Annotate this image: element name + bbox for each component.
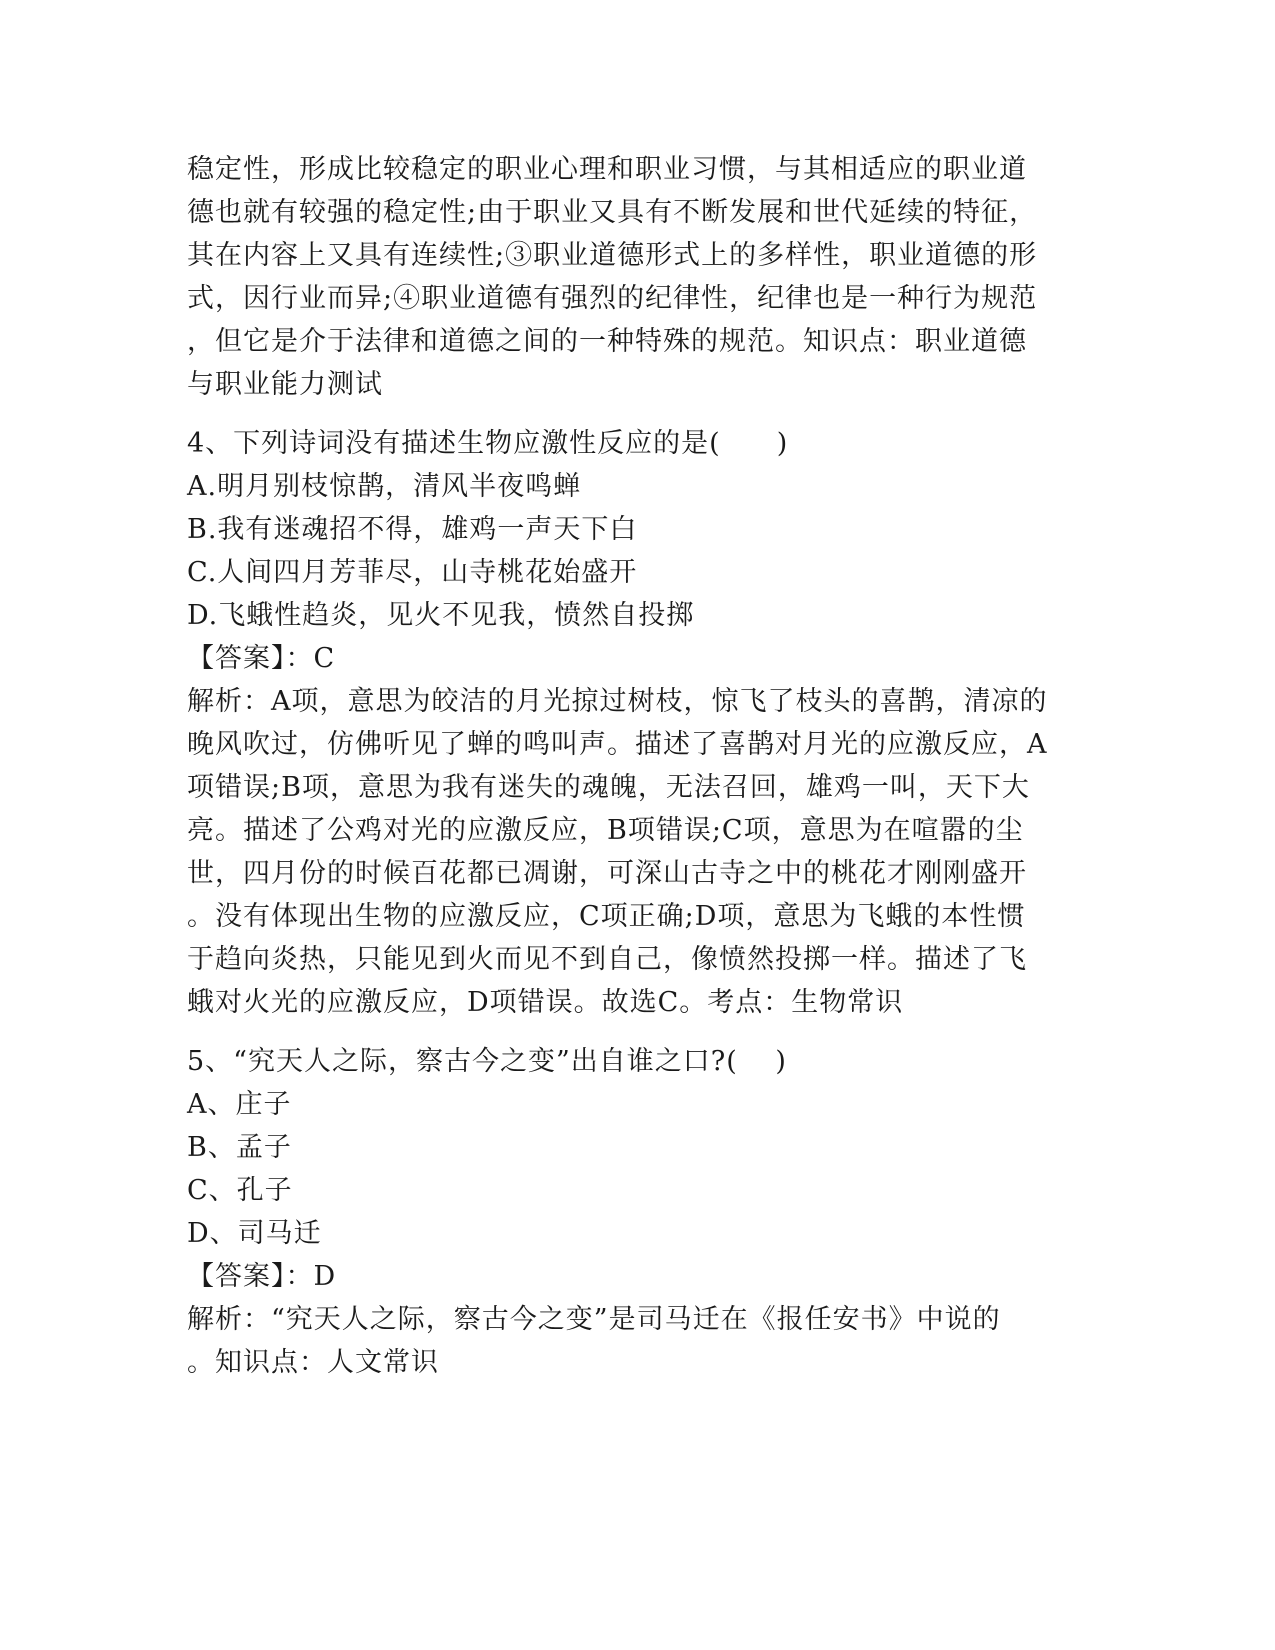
analysis-line: 解析：A项，意思为皎洁的月光掠过树枝，惊飞了枝头的喜鹊，清凉的 bbox=[187, 686, 1048, 717]
text-line: 其在内容上又具有连续性;③职业道德形式上的多样性，职业道德的形 bbox=[187, 240, 1038, 271]
option-d: D.飞蛾性趋炎，见火不见我，愤然自投掷 bbox=[187, 600, 695, 631]
option-b: B.我有迷魂招不得，雄鸡一声天下白 bbox=[187, 514, 638, 545]
question-stem: 4、下列诗词没有描述生物应激性反应的是( ) bbox=[187, 428, 789, 459]
continued-analysis bbox=[187, 148, 1087, 406]
analysis-line: 于趋向炎热，只能见到火而见不到自己，像愤然投掷一样。描述了飞 bbox=[187, 944, 1027, 975]
question-4 bbox=[187, 422, 1087, 1024]
text-line: 式，因行业而异;④职业道德有强烈的纪律性，纪律也是一种行为规范 bbox=[187, 283, 1038, 314]
question-stem: 5、“究天人之际，察古今之变”出自谁之口?( ) bbox=[187, 1046, 787, 1077]
answer-label: 【答案】：D bbox=[187, 1261, 337, 1292]
analysis-line: 。知识点：人文常识 bbox=[187, 1347, 439, 1378]
text-line: 德也就有较强的稳定性;由于职业又具有不断发展和世代延续的特征， bbox=[187, 197, 1038, 228]
document-page bbox=[187, 148, 1087, 1384]
text-line: 与职业能力测试 bbox=[187, 369, 383, 400]
analysis-line: 。没有体现出生物的应激反应，C项正确;D项，意思为飞蛾的本性惯 bbox=[187, 901, 1026, 932]
option-a: A、庄子 bbox=[187, 1089, 292, 1120]
option-d: D、司马迁 bbox=[187, 1218, 322, 1249]
option-a: A.明月别枝惊鹊，清风半夜鸣蝉 bbox=[187, 471, 582, 502]
option-b: B、孟子 bbox=[187, 1132, 292, 1163]
analysis-line: 项错误;B项，意思为我有迷失的魂魄，无法召回，雄鸡一叫，天下大 bbox=[187, 772, 1030, 803]
option-c: C.人间四月芳菲尽，山寺桃花始盛开 bbox=[187, 557, 638, 588]
analysis-line: 蛾对火光的应激反应，D项错误。故选C。考点：生物常识 bbox=[187, 987, 904, 1018]
text-line: ，但它是介于法律和道德之间的一种特殊的规范。知识点：职业道德 bbox=[187, 326, 1027, 357]
analysis-line: 解析：“究天人之际，察古今之变”是司马迁在《报任安书》中说的 bbox=[187, 1304, 1001, 1335]
option-c: C、孔子 bbox=[187, 1175, 293, 1206]
text-line: 稳定性，形成比较稳定的职业心理和职业习惯，与其相适应的职业道 bbox=[187, 154, 1027, 185]
analysis-line: 晚风吹过，仿佛听见了蝉的鸣叫声。描述了喜鹊对月光的应激反应，A bbox=[187, 729, 1048, 760]
answer-label: 【答案】：C bbox=[187, 643, 336, 674]
analysis-line: 世，四月份的时候百花都已凋谢，可深山古寺之中的桃花才刚刚盛开 bbox=[187, 858, 1027, 889]
analysis-line: 亮。描述了公鸡对光的应激反应，B项错误;C项，意思为在喧嚣的尘 bbox=[187, 815, 1024, 846]
question-5 bbox=[187, 1040, 1087, 1384]
